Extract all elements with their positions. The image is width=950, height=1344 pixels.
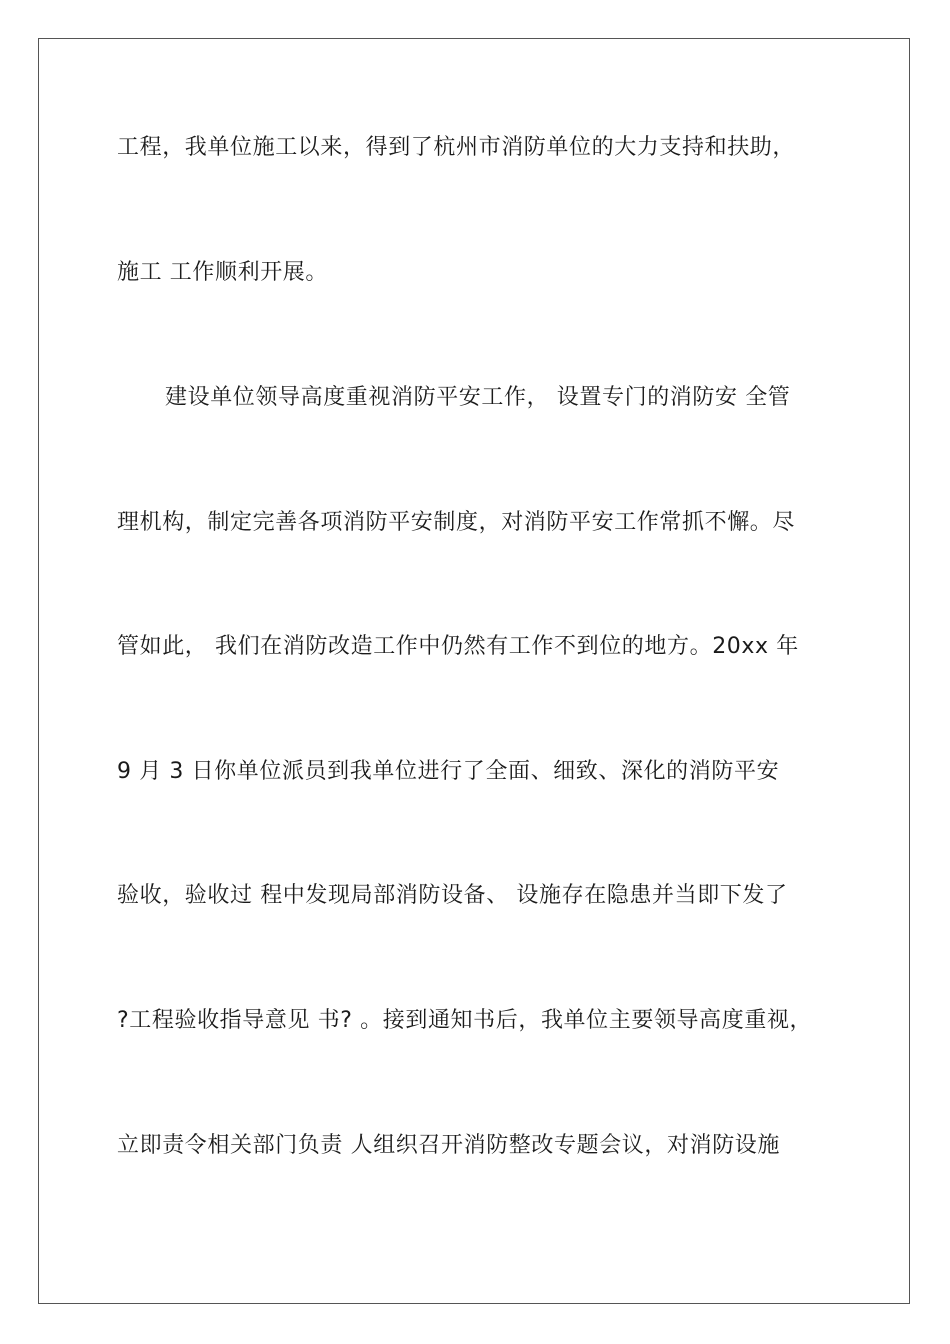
body-text-line: ?工程验收指导意见 书? 。接到通知书后，我单位主要领导高度重视， xyxy=(117,1008,813,1033)
body-text-line: 9 月 3 日你单位派员到我单位进行了全面、细致、深化的消防平安 xyxy=(117,759,780,784)
paragraph-start-line: 建设单位领导高度重视消防平安工作， 设置专门的消防安 全管 xyxy=(165,385,791,410)
page-border xyxy=(38,38,910,1304)
body-text-line: 施工 工作顺利开展。 xyxy=(117,260,328,285)
body-text-line: 立即责令相关部门负责 人组织召开消防整改专题会议，对消防设施 xyxy=(117,1133,780,1158)
body-text-line: 管如此， 我们在消防改造工作中仍然有工作不到位的地方。20xx 年 xyxy=(117,634,799,659)
body-text-line: 工程，我单位施工以来，得到了杭州市消防单位的大力支持和扶助， xyxy=(117,135,796,160)
body-text-line: 理机构，制定完善各项消防平安制度，对消防平安工作常抓不懈。尽 xyxy=(117,510,796,535)
body-text-line: 验收，验收过 程中发现局部消防设备、 设施存在隐患并当即下发了 xyxy=(117,883,788,908)
